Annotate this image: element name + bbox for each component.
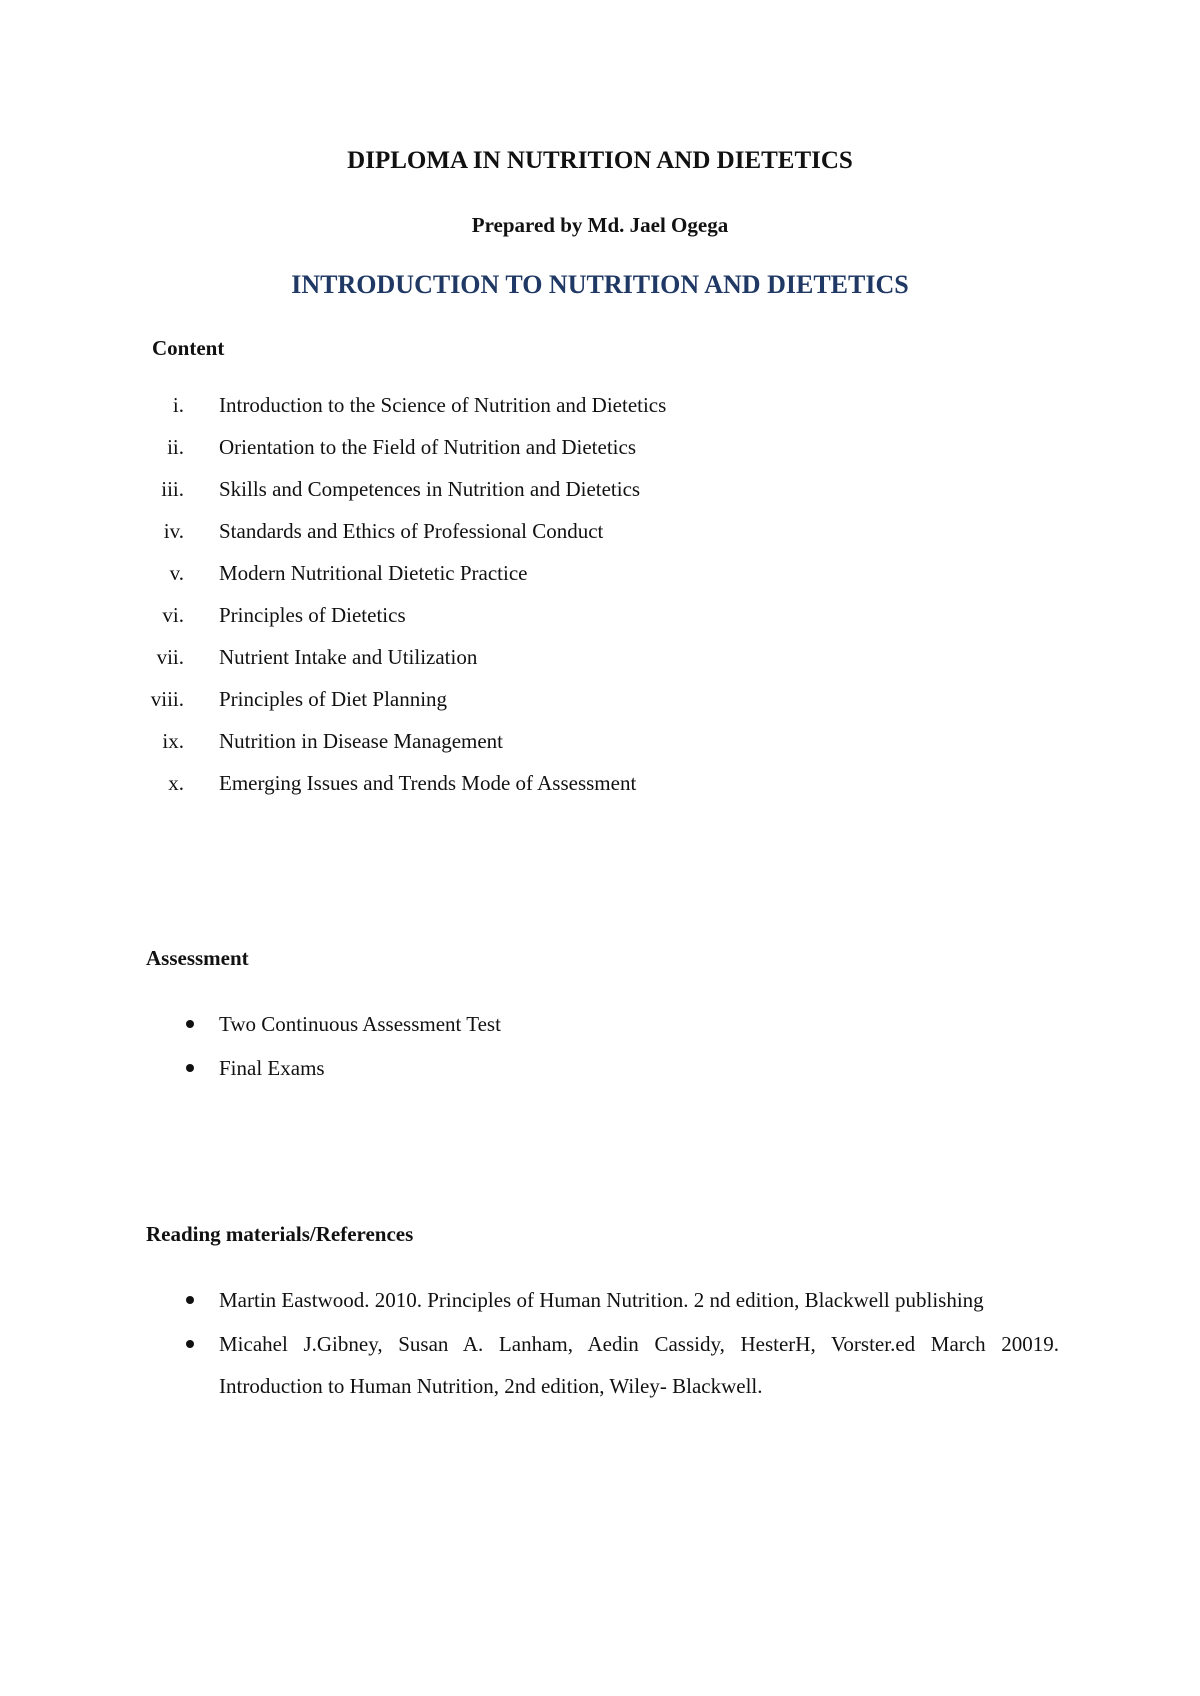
prepared-by: Prepared by Md. Jael Ogega	[471, 213, 729, 237]
item-text: Principles of Dietetics	[219, 603, 406, 627]
content-item	[0, 687, 1200, 729]
list-item-text: Two Continuous Assessment Test	[219, 1012, 501, 1036]
content-item	[0, 645, 1200, 687]
list-item	[0, 1003, 1200, 1045]
list-item	[0, 1047, 1200, 1089]
item-number: ii.	[167, 435, 184, 459]
item-number: v.	[169, 561, 184, 585]
bullet-icon	[186, 1340, 194, 1348]
content-heading: Content	[152, 336, 225, 360]
content-item	[0, 771, 1200, 813]
reference-text: Micahel J.Gibney, Susan A. Lanham, Aedin Cassidy, HesterH, Vorster.ed March 20019. Introduction to Human Nutrition, 2nd edition, Wiley- Blackwell.	[219, 1332, 1059, 1398]
references-heading: Reading materials/References	[146, 1222, 414, 1246]
item-number: i.	[172, 393, 184, 417]
content-item	[0, 561, 1200, 603]
reference-item	[0, 1279, 1200, 1321]
assessment-heading: Assessment	[146, 946, 249, 970]
item-text: Orientation to the Field of Nutrition and Dietetics	[219, 435, 636, 459]
item-text: Skills and Competences in Nutrition and Dietetics	[219, 477, 641, 501]
item-number: iv.	[163, 519, 184, 543]
item-text: Nutrient Intake and Utilization	[219, 645, 478, 669]
bullet-icon	[186, 1296, 194, 1304]
bullet-icon	[186, 1020, 194, 1028]
item-text: Introduction to the Science of Nutrition and Dietetics	[219, 393, 667, 417]
bullet-icon	[186, 1064, 194, 1072]
document-title: DIPLOMA IN NUTRITION AND DIETETICS	[347, 147, 853, 174]
content-item	[0, 603, 1200, 645]
item-number: ix.	[162, 729, 184, 753]
list-item-text: Final Exams	[219, 1056, 325, 1080]
item-number: x.	[168, 771, 184, 795]
references-list	[0, 1279, 1200, 1409]
item-text: Emerging Issues and Trends Mode of Assessment	[219, 771, 637, 795]
content-item	[0, 729, 1200, 771]
item-number: iii.	[161, 477, 184, 501]
item-number: viii.	[150, 687, 184, 711]
item-text: Standards and Ethics of Professional Conduct	[219, 519, 604, 543]
item-number: vii.	[156, 645, 184, 669]
content-item	[0, 435, 1200, 477]
item-number: vi.	[162, 603, 184, 627]
reference-item	[0, 1323, 1200, 1407]
item-text: Modern Nutritional Dietetic Practice	[219, 561, 528, 585]
document-subtitle: INTRODUCTION TO NUTRITION AND DIETETICS	[291, 270, 909, 299]
item-text: Principles of Diet Planning	[219, 687, 448, 711]
assessment-list	[0, 1003, 1200, 1091]
content-item	[0, 477, 1200, 519]
item-text: Nutrition in Disease Management	[219, 729, 504, 753]
content-item	[0, 393, 1200, 435]
content-item	[0, 519, 1200, 561]
content-list	[0, 393, 1200, 813]
reference-text: Martin Eastwood. 2010. Principles of Human Nutrition. 2 nd edition, Blackwell publishing	[219, 1288, 984, 1312]
